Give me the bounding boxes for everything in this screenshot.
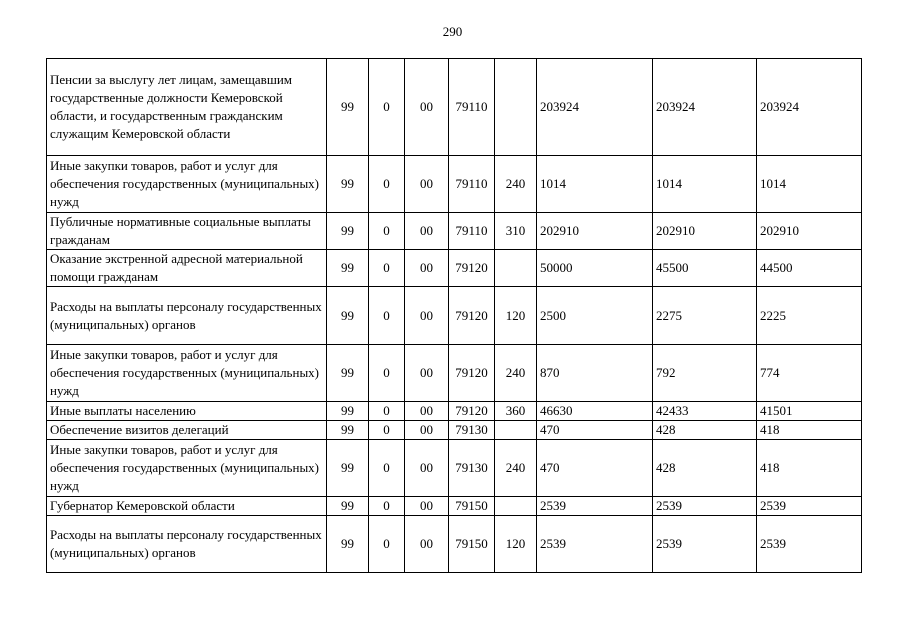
- code-expense-type: 310: [495, 213, 537, 250]
- code-program: 99: [327, 287, 369, 345]
- table-row: [47, 345, 862, 402]
- code-expense-type: 120: [495, 287, 537, 345]
- code-main-event: 00: [405, 345, 449, 402]
- amount-year-2: 428: [653, 421, 757, 440]
- code-subprogram: 0: [369, 213, 405, 250]
- row-name: Расходы на выплаты персоналу государственных (муниципальных) органов: [47, 287, 327, 345]
- code-subprogram: 0: [369, 516, 405, 573]
- code-direction: 79110: [449, 59, 495, 156]
- code-direction: 79150: [449, 516, 495, 573]
- code-direction: 79110: [449, 156, 495, 213]
- code-expense-type: 240: [495, 156, 537, 213]
- code-main-event: 00: [405, 421, 449, 440]
- amount-year-2: 1014: [653, 156, 757, 213]
- code-subprogram: 0: [369, 287, 405, 345]
- amount-year-3: 774: [757, 345, 862, 402]
- amount-year-2: 45500: [653, 250, 757, 287]
- code-main-event: 00: [405, 440, 449, 497]
- row-name: Губернатор Кемеровской области: [47, 497, 327, 516]
- code-expense-type: 120: [495, 516, 537, 573]
- row-name: Иные выплаты населению: [47, 402, 327, 421]
- row-name: Пенсии за выслугу лет лицам, замещавшим государственные должности Кемеровской области, и государственным гражданским служащим Кемеровской области: [47, 59, 327, 156]
- amount-year-1: 470: [537, 440, 653, 497]
- code-program: 99: [327, 516, 369, 573]
- amount-year-2: 2539: [653, 516, 757, 573]
- table-row: [47, 421, 862, 440]
- code-program: 99: [327, 345, 369, 402]
- amount-year-2: 42433: [653, 402, 757, 421]
- row-name: Расходы на выплаты персоналу государственных (муниципальных) органов: [47, 516, 327, 573]
- code-program: 99: [327, 421, 369, 440]
- code-expense-type: [495, 250, 537, 287]
- code-direction: 79120: [449, 250, 495, 287]
- row-name: Оказание экстренной адресной материальной помощи гражданам: [47, 250, 327, 287]
- budget-table: [46, 58, 862, 573]
- code-expense-type: [495, 497, 537, 516]
- code-program: 99: [327, 59, 369, 156]
- amount-year-3: 418: [757, 421, 862, 440]
- amount-year-1: 470: [537, 421, 653, 440]
- page-number: 290: [442, 24, 463, 39]
- amount-year-2: 792: [653, 345, 757, 402]
- table-row: [47, 213, 862, 250]
- code-subprogram: 0: [369, 345, 405, 402]
- code-expense-type: 240: [495, 345, 537, 402]
- code-expense-type: 240: [495, 440, 537, 497]
- code-main-event: 00: [405, 250, 449, 287]
- code-subprogram: 0: [369, 440, 405, 497]
- table-row: [47, 156, 862, 213]
- amount-year-1: 203924: [537, 59, 653, 156]
- code-program: 99: [327, 440, 369, 497]
- table-row: [47, 497, 862, 516]
- amount-year-2: 428: [653, 440, 757, 497]
- amount-year-1: 46630: [537, 402, 653, 421]
- code-expense-type: 360: [495, 402, 537, 421]
- table-row: [47, 287, 862, 345]
- row-name: Иные закупки товаров, работ и услуг для обеспечения государственных (муниципальных) нужд: [47, 440, 327, 497]
- code-main-event: 00: [405, 213, 449, 250]
- amount-year-1: 2500: [537, 287, 653, 345]
- row-name: Иные закупки товаров, работ и услуг для обеспечения государственных (муниципальных) нужд: [47, 345, 327, 402]
- table-row: [47, 516, 862, 573]
- row-name: Обеспечение визитов делегаций: [47, 421, 327, 440]
- amount-year-2: 2275: [653, 287, 757, 345]
- code-main-event: 00: [405, 402, 449, 421]
- code-main-event: 00: [405, 516, 449, 573]
- amount-year-3: 41501: [757, 402, 862, 421]
- amount-year-1: 870: [537, 345, 653, 402]
- amount-year-1: 50000: [537, 250, 653, 287]
- code-direction: 79130: [449, 421, 495, 440]
- code-subprogram: 0: [369, 497, 405, 516]
- code-subprogram: 0: [369, 250, 405, 287]
- code-subprogram: 0: [369, 421, 405, 440]
- code-expense-type: [495, 59, 537, 156]
- code-main-event: 00: [405, 59, 449, 156]
- code-program: 99: [327, 156, 369, 213]
- amount-year-1: 2539: [537, 516, 653, 573]
- code-program: 99: [327, 497, 369, 516]
- code-direction: 79110: [449, 213, 495, 250]
- table-body: [47, 59, 862, 573]
- table-row: [47, 440, 862, 497]
- amount-year-1: 202910: [537, 213, 653, 250]
- code-direction: 79150: [449, 497, 495, 516]
- amount-year-3: 2539: [757, 516, 862, 573]
- code-main-event: 00: [405, 156, 449, 213]
- code-direction: 79120: [449, 287, 495, 345]
- code-program: 99: [327, 213, 369, 250]
- amount-year-2: 202910: [653, 213, 757, 250]
- code-direction: 79120: [449, 345, 495, 402]
- row-name: Публичные нормативные социальные выплаты гражданам: [47, 213, 327, 250]
- amount-year-3: 202910: [757, 213, 862, 250]
- code-main-event: 00: [405, 287, 449, 345]
- amount-year-3: 2539: [757, 497, 862, 516]
- code-subprogram: 0: [369, 156, 405, 213]
- table-row: [47, 402, 862, 421]
- amount-year-3: 203924: [757, 59, 862, 156]
- code-subprogram: 0: [369, 402, 405, 421]
- amount-year-3: 418: [757, 440, 862, 497]
- code-program: 99: [327, 250, 369, 287]
- amount-year-3: 1014: [757, 156, 862, 213]
- row-name: Иные закупки товаров, работ и услуг для обеспечения государственных (муниципальных) нужд: [47, 156, 327, 213]
- amount-year-1: 1014: [537, 156, 653, 213]
- amount-year-2: 203924: [653, 59, 757, 156]
- amount-year-3: 44500: [757, 250, 862, 287]
- amount-year-2: 2539: [653, 497, 757, 516]
- table-row: [47, 250, 862, 287]
- code-main-event: 00: [405, 497, 449, 516]
- amount-year-1: 2539: [537, 497, 653, 516]
- code-direction: 79120: [449, 402, 495, 421]
- amount-year-3: 2225: [757, 287, 862, 345]
- code-subprogram: 0: [369, 59, 405, 156]
- code-program: 99: [327, 402, 369, 421]
- code-direction: 79130: [449, 440, 495, 497]
- table-row: [47, 59, 862, 156]
- code-expense-type: [495, 421, 537, 440]
